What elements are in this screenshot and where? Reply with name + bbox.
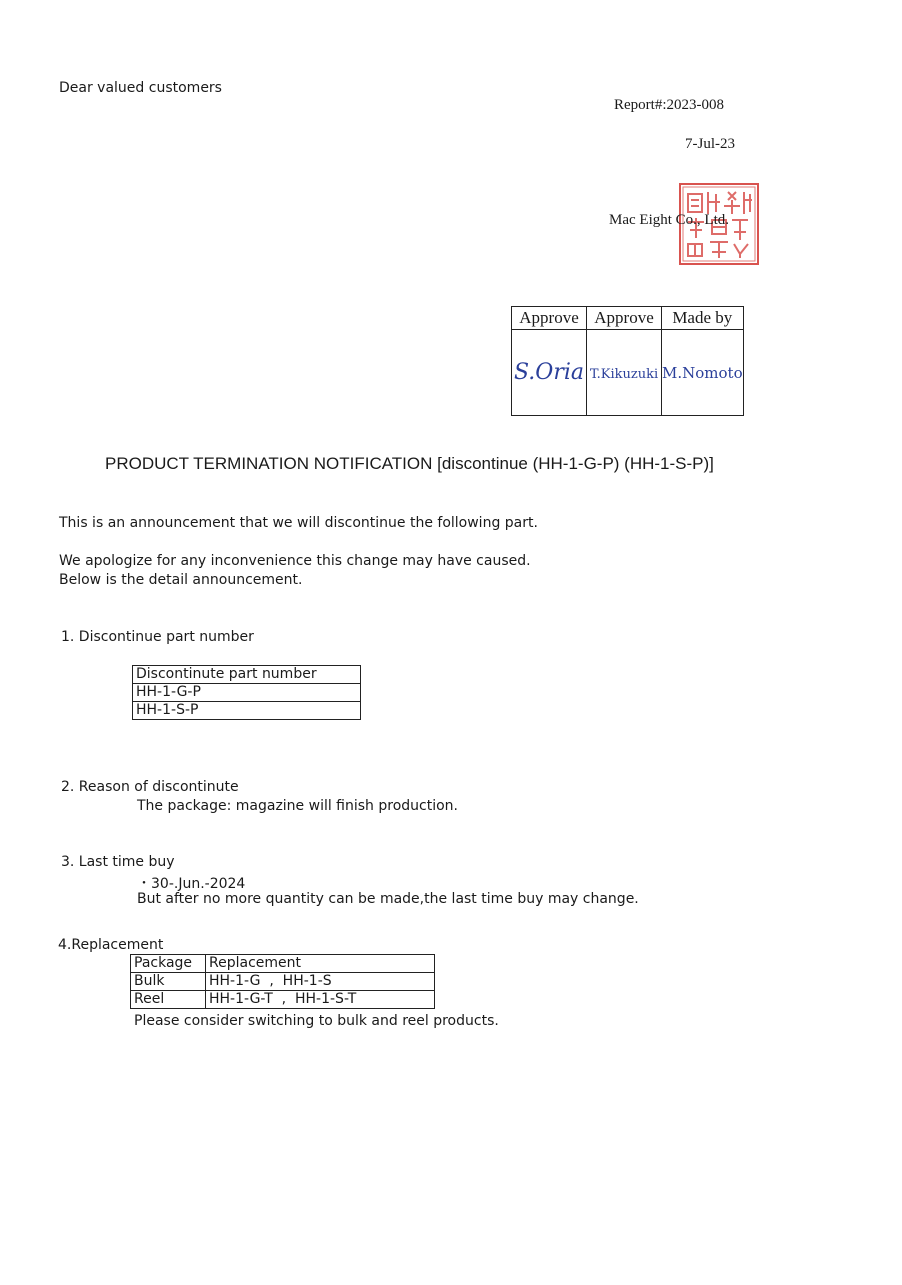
approval-signature-1 [512, 330, 587, 416]
company-name: Mac Eight Co., Ltd. [609, 212, 729, 228]
replacement-table [130, 954, 435, 1009]
replacement-package-cell: Reel [131, 991, 206, 1009]
section-4-heading: 4.Replacement [58, 937, 164, 953]
replacement-note: Please consider switching to bulk and reel products. [134, 1013, 499, 1029]
approval-header-2: Approve [587, 307, 662, 330]
approval-header-1: Approve [512, 307, 587, 330]
section-2-text: The package: magazine will finish production. [137, 798, 459, 814]
signature-1: S.Oria [514, 360, 584, 385]
signature-2: T.Kikuzuki [589, 366, 659, 382]
replacement-header-package: Package [131, 955, 206, 973]
report-number: Report#:2023-008 [614, 97, 724, 113]
discontinued-parts-table [132, 665, 361, 720]
intro-line-1: This is an announcement that we will discontinue the following part. [59, 515, 538, 531]
parts-table-header: Discontinute part number [133, 666, 361, 684]
last-time-buy-note: But after no more quantity can be made,the last time buy may change. [137, 891, 639, 907]
document-title: PRODUCT TERMINATION NOTIFICATION [discontinue (HH-1-G-P) (HH-1-S-P)] [105, 454, 714, 473]
section-3-heading: 3. Last time buy [61, 854, 175, 870]
part-number-cell: HH-1-S-P [133, 702, 361, 720]
replacement-part-cell: HH-1-G , HH-1-S [206, 973, 435, 991]
replacement-part-cell: HH-1-G-T , HH-1-S-T [206, 991, 435, 1009]
made-by-header: Made by [662, 307, 744, 330]
approval-table [511, 306, 744, 416]
last-time-buy-date: ・30-.Jun.-2024 [137, 876, 246, 892]
approval-signature-2 [587, 330, 662, 416]
replacement-header-replacement: Replacement [206, 955, 435, 973]
part-number-cell: HH-1-G-P [133, 684, 361, 702]
greeting: Dear valued customers [59, 80, 222, 96]
replacement-package-cell: Bulk [131, 973, 206, 991]
signature-3: M.Nomoto [662, 363, 743, 382]
intro-line-2: We apologize for any inconvenience this change may have caused. [59, 553, 531, 569]
made-by-signature [662, 330, 744, 416]
section-2-heading: 2. Reason of discontinute [61, 779, 239, 795]
intro-line-3: Below is the detail announcement. [59, 572, 303, 588]
section-1-heading: 1. Discontinue part number [61, 629, 254, 645]
report-date: 7-Jul-23 [685, 136, 735, 152]
